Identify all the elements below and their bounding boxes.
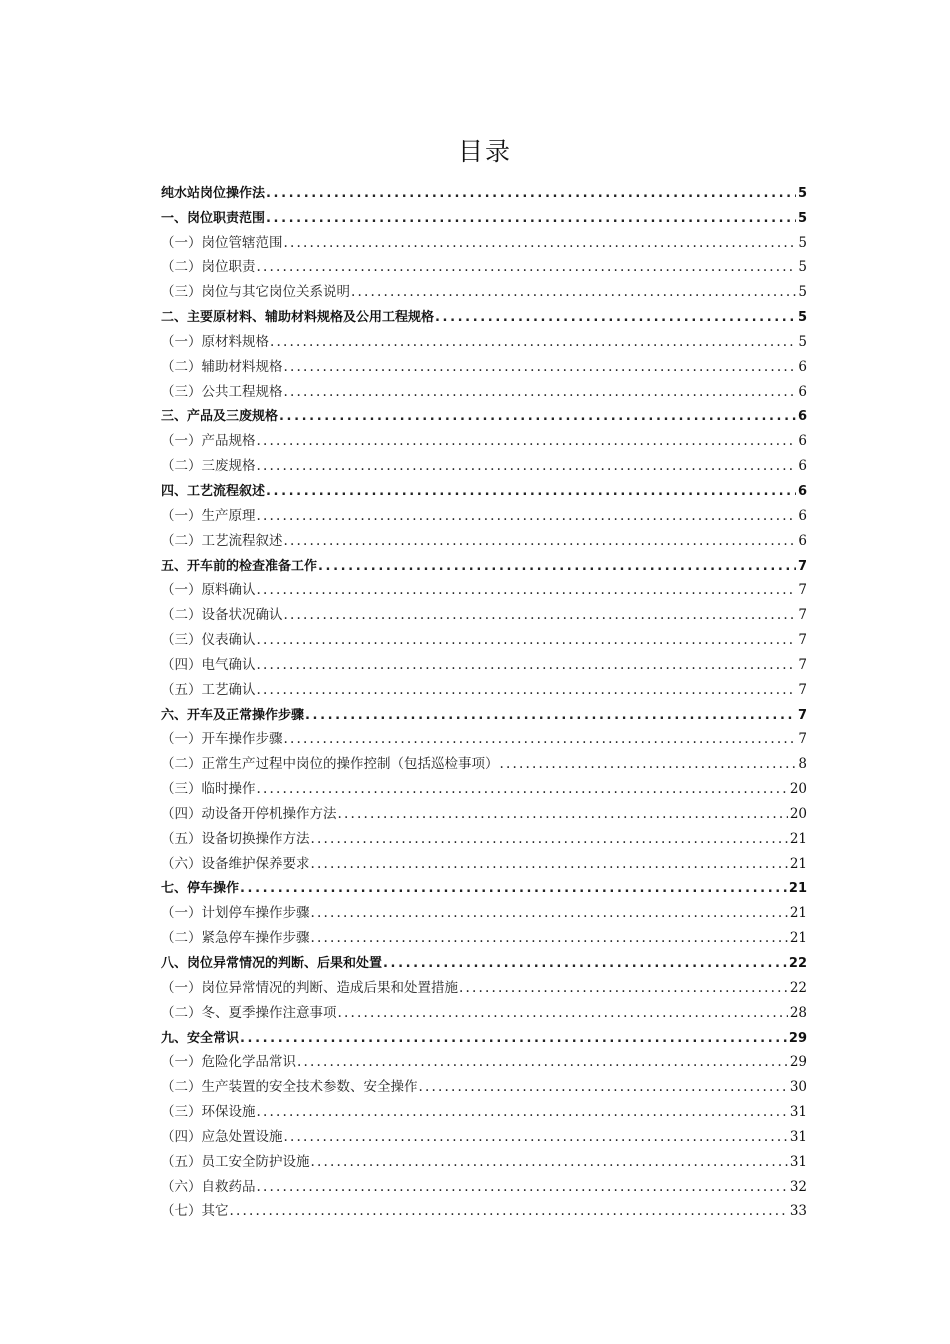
toc-leader-dots	[265, 186, 796, 201]
toc-entry-chapter[interactable]	[161, 872, 807, 897]
toc-leader-dots	[256, 682, 797, 698]
toc-entry-label: （五）工艺确认	[161, 681, 256, 698]
toc-entry-label: （三）公共工程规格	[161, 383, 283, 400]
toc-entry-section[interactable]	[161, 1170, 807, 1195]
toc-leader-dots	[283, 1129, 788, 1145]
toc-page-number: 6	[798, 532, 807, 549]
toc-leader-dots	[239, 1031, 787, 1046]
toc-entry-section[interactable]	[161, 623, 807, 648]
toc-entry-label: （五）员工安全防护设施	[161, 1153, 310, 1170]
toc-entry-chapter[interactable]	[161, 698, 807, 723]
toc-entry-label: （三）仪表确认	[161, 632, 256, 649]
toc-entry-section[interactable]	[161, 747, 807, 772]
toc-page-number: 22	[788, 956, 807, 971]
toc-leader-dots	[310, 831, 788, 847]
toc-leader-dots	[317, 559, 796, 574]
toc-page-number: 29	[789, 1054, 807, 1071]
toc-entry-section[interactable]	[161, 723, 807, 748]
toc-entry-label: 一、岗位职责范围	[161, 210, 266, 226]
toc-leader-dots	[382, 956, 787, 971]
toc-entry-chapter[interactable]	[161, 400, 807, 425]
toc-entry-label: （二）三废规格	[161, 458, 256, 475]
toc-page-number: 31	[789, 1153, 807, 1170]
toc-leader-dots	[283, 533, 797, 549]
toc-page-number: 7	[798, 582, 807, 599]
toc-page-number: 7	[798, 607, 807, 624]
toc-entry-section[interactable]	[161, 1046, 807, 1071]
toc-leader-dots	[283, 235, 797, 251]
toc-entry-label: 纯水站岗位操作法	[161, 185, 266, 201]
toc-entry-label: （一）原材料规格	[161, 333, 269, 350]
toc-page-number: 31	[789, 1128, 807, 1145]
toc-entry-section[interactable]	[161, 449, 807, 474]
toc-entry-section[interactable]	[161, 772, 807, 797]
toc-leader-dots	[256, 259, 797, 275]
toc-entry-label: 四、工艺流程叙述	[161, 483, 266, 499]
toc-entry-chapter[interactable]	[161, 946, 807, 971]
toc-leader-dots	[283, 731, 797, 747]
toc-leader-dots	[229, 1203, 788, 1219]
toc-page-number: 21	[789, 855, 807, 872]
toc-entry-label: 六、开车及正常操作步骤	[161, 707, 305, 723]
toc-leader-dots	[458, 980, 788, 996]
toc-entry-label: 五、开车前的检查准备工作	[161, 558, 318, 574]
toc-leader-dots	[310, 856, 788, 872]
toc-page-number: 6	[798, 433, 807, 450]
toc-leader-dots	[418, 1079, 788, 1095]
toc-entry-label: （一）开车操作步骤	[161, 731, 283, 748]
toc-entry-chapter[interactable]	[161, 549, 807, 574]
toc-entry-label: （三）环保设施	[161, 1104, 256, 1121]
toc-page-number: 6	[797, 483, 807, 499]
toc-entry-chapter[interactable]	[161, 201, 807, 226]
toc-page-number: 6	[798, 358, 807, 375]
toc-entry-section[interactable]	[161, 971, 807, 996]
toc-page-number: 21	[788, 881, 807, 897]
toc-entry-section[interactable]	[161, 1145, 807, 1170]
toc-page-number: 6	[797, 409, 807, 425]
toc-entry-label: （四）动设备开停机操作方法	[161, 805, 337, 822]
toc-leader-dots	[310, 1154, 788, 1170]
toc-entry-section[interactable]	[161, 524, 807, 549]
toc-leader-dots	[337, 806, 788, 822]
toc-leader-dots	[310, 930, 788, 946]
toc-leader-dots	[256, 508, 797, 524]
toc-entry-section[interactable]	[161, 598, 807, 623]
toc-entry-section[interactable]	[161, 673, 807, 698]
toc-page-number: 5	[798, 234, 807, 251]
toc-leader-dots	[304, 708, 796, 723]
toc-entry-label: （二）岗位职责	[161, 259, 256, 276]
toc-leader-dots	[434, 310, 796, 325]
toc-page-number: 7	[798, 731, 807, 748]
toc-page-number: 5	[797, 310, 807, 326]
toc-entry-section[interactable]	[161, 921, 807, 946]
toc-leader-dots	[265, 211, 796, 226]
toc-entry-label: （一）岗位管辖范围	[161, 234, 283, 251]
toc-leader-dots	[310, 905, 788, 921]
toc-entry-chapter[interactable]	[161, 300, 807, 325]
toc-page-number: 6	[798, 458, 807, 475]
toc-leader-dots	[256, 1179, 788, 1195]
toc-leader-dots	[283, 384, 797, 400]
toc-leader-dots	[256, 632, 797, 648]
toc-entry-label: （三）岗位与其它岗位关系说明	[161, 284, 350, 301]
toc-page-number: 5	[798, 259, 807, 276]
toc-page-number: 7	[797, 707, 807, 723]
toc-page-number: 7	[798, 681, 807, 698]
toc-entry-section[interactable]	[161, 822, 807, 847]
toc-entry-section[interactable]	[161, 847, 807, 872]
toc-page-number: 30	[789, 1079, 807, 1096]
toc-leader-dots	[256, 657, 797, 673]
toc-entry-label: （二）设备状况确认	[161, 607, 283, 624]
toc-entry-label: （一）计划停车操作步骤	[161, 905, 310, 922]
toc-entry-label: （三）临时操作	[161, 781, 256, 798]
toc-page-number: 21	[789, 905, 807, 922]
toc-page-number: 28	[789, 1004, 807, 1021]
toc-entry-label: （二）工艺流程叙述	[161, 532, 283, 549]
toc-page-number: 6	[798, 507, 807, 524]
toc-entry-section[interactable]	[161, 996, 807, 1021]
toc-entry-section[interactable]	[161, 1120, 807, 1145]
toc-entry-label: 三、产品及三废规格	[161, 409, 279, 425]
toc-leader-dots	[296, 1054, 788, 1070]
toc-entry-section[interactable]	[161, 251, 807, 276]
toc-entry-label: （一）岗位异常情况的判断、造成后果和处置措施	[161, 979, 458, 996]
toc-entry-label: （六）设备维护保养要求	[161, 855, 310, 872]
toc-leader-dots	[265, 484, 796, 499]
toc-page-number: 5	[798, 333, 807, 350]
toc-page-number: 5	[797, 185, 807, 201]
toc-entry-section[interactable]	[161, 1095, 807, 1120]
toc-entry-section[interactable]	[161, 896, 807, 921]
toc-entry-label: （一）原料确认	[161, 582, 256, 599]
toc-entry-label: （二）紧急停车操作步骤	[161, 930, 310, 947]
toc-entry-label: （六）自救药品	[161, 1178, 256, 1195]
toc-page-number: 31	[789, 1104, 807, 1121]
toc-leader-dots	[499, 756, 797, 772]
toc-entry-section[interactable]	[161, 350, 807, 375]
toc-title: 目录	[457, 137, 512, 166]
toc-leader-dots	[256, 781, 788, 797]
toc-entry-label: 二、主要原材料、辅助材料规格及公用工程规格	[161, 310, 435, 326]
toc-page-number: 33	[789, 1203, 807, 1220]
toc-entry-label: （二）正常生产过程中岗位的操作控制（包括巡检事项）	[161, 756, 499, 773]
toc-entry-section[interactable]	[161, 275, 807, 300]
toc-entry-section[interactable]	[161, 226, 807, 251]
toc-leader-dots	[269, 334, 796, 350]
toc-page-number: 32	[789, 1178, 807, 1195]
toc-entry-chapter[interactable]	[161, 474, 807, 499]
toc-entry-label: 九、安全常识	[161, 1030, 240, 1046]
toc-entry-chapter[interactable]	[161, 176, 807, 201]
toc-entry-label: 七、停车操作	[161, 881, 240, 897]
table-of-contents	[161, 176, 807, 1219]
toc-entry-section[interactable]	[161, 375, 807, 400]
toc-entry-label: （四）应急处置设施	[161, 1128, 283, 1145]
toc-entry-label: （一）危险化学品常识	[161, 1054, 296, 1071]
toc-leader-dots	[337, 1005, 788, 1021]
toc-page-number: 7	[798, 656, 807, 673]
toc-page-number: 5	[797, 210, 807, 226]
toc-page-number: 20	[789, 781, 807, 798]
toc-entry-label: （一）生产原理	[161, 507, 256, 524]
toc-entry-section[interactable]	[161, 574, 807, 599]
toc-leader-dots	[256, 458, 797, 474]
toc-leader-dots	[256, 433, 797, 449]
toc-entry-label: （七）其它	[161, 1203, 229, 1220]
toc-entry-section[interactable]	[161, 797, 807, 822]
toc-leader-dots	[283, 607, 797, 623]
toc-entry-section[interactable]	[161, 424, 807, 449]
toc-page-number: 7	[797, 558, 807, 574]
toc-entry-section[interactable]	[161, 325, 807, 350]
toc-leader-dots	[350, 284, 796, 300]
toc-entry-chapter[interactable]	[161, 1021, 807, 1046]
toc-leader-dots	[256, 582, 797, 598]
toc-entry-label: （二）生产装置的安全技术参数、安全操作	[161, 1079, 418, 1096]
toc-page-number: 6	[798, 383, 807, 400]
toc-page-number: 29	[788, 1030, 807, 1046]
toc-leader-dots	[256, 1104, 788, 1120]
toc-entry-label: （五）设备切换操作方法	[161, 830, 310, 847]
toc-entry-label: （二）辅助材料规格	[161, 358, 283, 375]
toc-page-number: 21	[789, 830, 807, 847]
toc-page-number: 20	[789, 805, 807, 822]
toc-leader-dots	[239, 881, 787, 896]
toc-page-number: 22	[789, 979, 807, 996]
toc-entry-section[interactable]	[161, 648, 807, 673]
toc-entry-label: （四）电气确认	[161, 656, 256, 673]
toc-leader-dots	[278, 409, 796, 424]
toc-page-number: 7	[798, 632, 807, 649]
toc-leader-dots	[283, 359, 797, 375]
toc-entry-label: （二）冬、夏季操作注意事项	[161, 1004, 337, 1021]
toc-entry-section[interactable]	[161, 1195, 807, 1220]
toc-entry-label: （一）产品规格	[161, 433, 256, 450]
toc-entry-section[interactable]	[161, 1070, 807, 1095]
toc-entry-section[interactable]	[161, 499, 807, 524]
toc-page-number: 21	[789, 930, 807, 947]
toc-page-number: 5	[798, 284, 807, 301]
toc-page-number: 8	[798, 756, 807, 773]
toc-entry-label: 八、岗位异常情况的判断、后果和处置	[161, 956, 383, 971]
